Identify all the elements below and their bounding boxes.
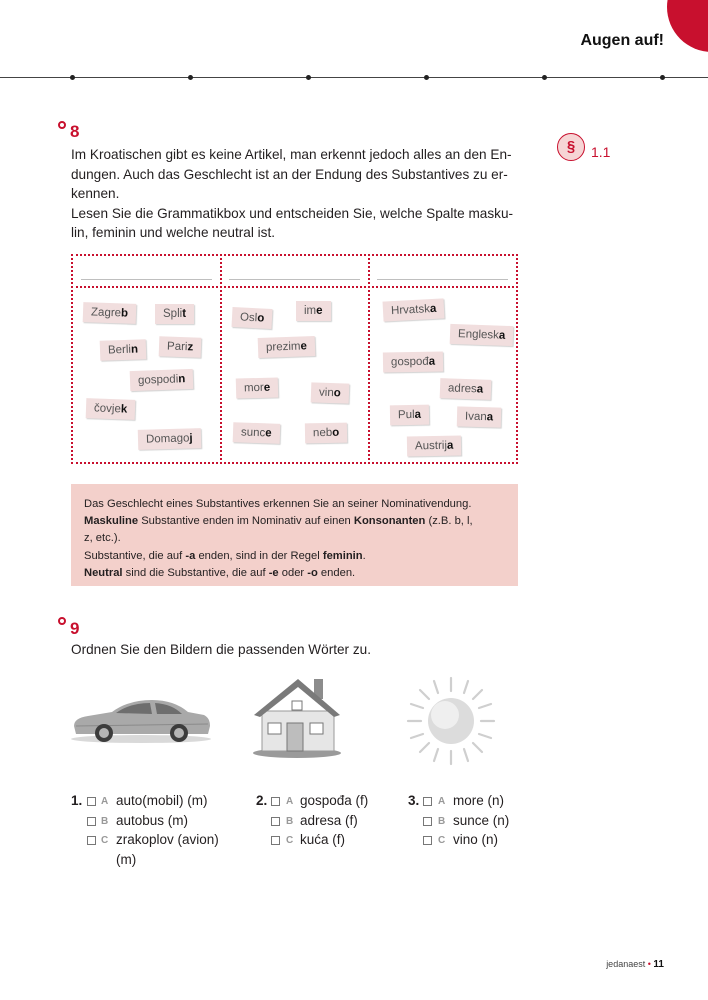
grammar-box-text xyxy=(84,496,473,582)
checkbox[interactable] xyxy=(87,797,96,806)
option-text: gospođa (f) xyxy=(300,793,369,808)
option-letter: C xyxy=(101,835,109,846)
exercise-bullet-icon xyxy=(58,617,66,625)
grid-header-divider xyxy=(71,286,518,288)
checkbox[interactable] xyxy=(423,817,432,826)
page-number: 11 xyxy=(653,959,664,970)
instruction-line: dungen. Auch das Geschlecht ist an der Endung des Substantives zu er- xyxy=(71,166,508,182)
word-card[interactable]: more xyxy=(236,377,279,398)
word-card[interactable]: prezime xyxy=(258,336,316,358)
option-text: autobus (m) xyxy=(116,813,189,828)
checkbox[interactable] xyxy=(271,817,280,826)
column-answer-line[interactable] xyxy=(229,279,360,280)
option-letter: C xyxy=(438,835,446,846)
grammar-reference: 1.1 xyxy=(591,144,611,160)
grammar-line: z, etc.). xyxy=(84,532,121,545)
grammar-line: Neutral sind die Substantive, die auf -e oder -o enden. xyxy=(84,566,356,579)
checkbox[interactable] xyxy=(423,797,432,806)
option-text: sunce (n) xyxy=(453,813,510,828)
page-title: Augen auf! xyxy=(580,32,664,49)
instruction-line: Lesen Sie die Grammatikbox und entscheiden Sie, welche Spalte masku- xyxy=(71,205,514,221)
grammar-line: Substantive, die auf -a enden, sind in der Regel feminin. xyxy=(84,549,366,562)
word-card[interactable]: gospodin xyxy=(130,369,194,391)
page-footer xyxy=(606,959,664,970)
checkbox[interactable] xyxy=(87,836,96,845)
instruction-line: lin, feminin und welche neutral ist. xyxy=(71,225,276,240)
column-answer-line[interactable] xyxy=(377,279,508,280)
corner-decoration xyxy=(667,0,708,52)
word-card[interactable]: gospođa xyxy=(383,351,443,372)
option-letter: A xyxy=(438,796,446,807)
option-text: kuća (f) xyxy=(300,832,346,847)
option-letter: B xyxy=(101,816,109,827)
divider-dot xyxy=(424,75,429,80)
word-card[interactable]: vino xyxy=(311,382,349,403)
word-card[interactable]: Split xyxy=(155,304,194,324)
word-card[interactable]: Hrvatska xyxy=(383,298,445,321)
question-number: 2. xyxy=(256,793,268,808)
word-card[interactable]: ime xyxy=(296,301,331,321)
word-card[interactable]: Zagreb xyxy=(83,302,137,324)
word-card[interactable]: čovjek xyxy=(86,398,136,420)
house-image xyxy=(252,675,342,760)
word-card[interactable]: Engleska xyxy=(450,324,514,346)
exercise-bullet-icon xyxy=(58,121,66,129)
checkbox[interactable] xyxy=(87,817,96,826)
instruction-line: kennen. xyxy=(71,186,120,201)
option-letter: C xyxy=(286,835,294,846)
grid-column-divider xyxy=(220,254,222,464)
option-letter: A xyxy=(101,796,109,807)
question-number: 3. xyxy=(408,793,420,808)
option-letter: A xyxy=(286,796,294,807)
word-card[interactable]: sunce xyxy=(233,422,280,444)
checkbox[interactable] xyxy=(271,797,280,806)
option-text: vino (n) xyxy=(453,832,499,847)
option-text: more (n) xyxy=(453,793,505,808)
word-card[interactable]: adresa xyxy=(440,378,492,400)
option-text-continued: (m) xyxy=(116,852,137,867)
exercise-number: 9 xyxy=(70,619,80,638)
exercise-number: 8 xyxy=(70,122,80,141)
header-divider xyxy=(0,77,708,78)
option-text: adresa (f) xyxy=(300,813,358,828)
column-answer-line[interactable] xyxy=(81,279,212,280)
instruction-line: Im Kroatischen gibt es keine Artikel, man erkennt jedoch alles an den En- xyxy=(71,147,512,162)
word-card[interactable]: nebo xyxy=(305,423,348,444)
option-letter: B xyxy=(438,816,446,827)
option-text: zrakoplov (avion) xyxy=(116,832,219,847)
option-text: auto(mobil) (m) xyxy=(116,793,208,808)
divider-dot xyxy=(306,75,311,80)
word-card[interactable]: Pula xyxy=(390,405,429,426)
grammar-line: Das Geschlecht eines Substantives erkennen Sie an seiner Nominativendung. xyxy=(84,498,472,510)
grid-column-divider xyxy=(368,254,370,464)
car-image xyxy=(70,690,212,746)
word-card[interactable]: Oslo xyxy=(232,307,273,329)
checkbox[interactable] xyxy=(271,836,280,845)
word-card[interactable]: Austrija xyxy=(407,436,462,457)
grammar-line: Maskuline Substantive enden im Nominativ auf einen Konsonanten (z.B. b, l, xyxy=(84,515,473,528)
divider-dot xyxy=(70,75,75,80)
exercise-instructions xyxy=(71,145,513,243)
divider-dot xyxy=(188,75,193,80)
sun-image xyxy=(405,675,497,767)
footer-dot-icon: • xyxy=(647,959,651,969)
option-letter: B xyxy=(286,816,294,827)
question-number: 1. xyxy=(71,793,83,808)
word-card[interactable]: Ivana xyxy=(457,406,502,427)
page-number-word: jedanaest xyxy=(606,959,646,969)
exercise-instruction: Ordnen Sie den Bildern die passenden Wörter zu. xyxy=(71,642,371,657)
checkbox[interactable] xyxy=(423,836,432,845)
divider-dot xyxy=(660,75,665,80)
word-card[interactable]: Pariz xyxy=(159,336,202,357)
word-card[interactable]: Berlin xyxy=(100,339,147,361)
divider-dot xyxy=(542,75,547,80)
paragraph-icon: § xyxy=(557,133,585,161)
word-card[interactable]: Domagoj xyxy=(138,428,201,450)
